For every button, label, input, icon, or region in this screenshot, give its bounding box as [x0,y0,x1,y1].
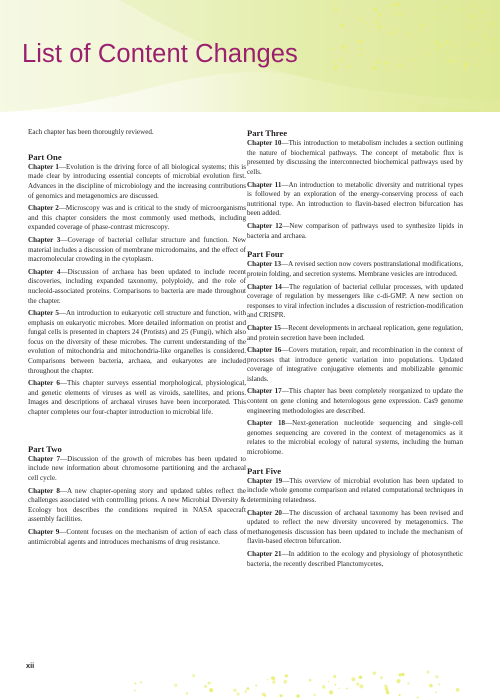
decorative-dot [429,684,432,687]
chapter-description: —Evolution is the driving force of all biological systems; this is made clear by introducing essential concepts of microbial evolution first. Advances in the discipline of microbiology and the increasing contributions of genomics and metagenomics are discussed. [28,162,246,200]
chapter-entry [247,181,463,219]
chapter-description: —Covers mutation, repair, and recombination in the context of processes that introduce genetic variation into populations. Updated coverage of integrative conjugative elements and mobilizable genomic islands. [247,346,463,383]
decorative-dot [245,690,248,693]
chapter-label: Chapter 16 [247,346,282,355]
chapter-entry [247,419,463,457]
part-section [247,249,463,457]
chapter-description: —An introduction to metabolic diversity and nutritional types is followed by an exploration of the energy-conserving process of each nutritional type. An introduction to flavin-based electron bifurcation has been added. [247,180,463,218]
part-section [28,152,246,418]
chapter-label: Chapter 10 [247,139,282,148]
decorative-dot [335,684,337,686]
decorative-dot [309,679,311,681]
chapter-description: —The regulation of bacterial cellular processes, with updated coverage of regulation by messengers like c-di-GMP. A new section on responses to viral infection includes a discussion of restriction-modification and CRISPR. [247,282,463,320]
decorative-dot [359,675,363,679]
chapter-description: —A revised section now covers posttranslational modifications, protein folding, and secretion systems. Membrane vesicles are introduced. [247,260,463,278]
chapter-label: Chapter 15 [247,323,281,332]
decorative-dot [399,673,402,676]
decorative-dot [192,674,195,677]
chapter-description: —An introduction to eukaryotic cell structure and function, with emphasis on eukaryotic microbes. More detailed information on protist and fungal cells is presented in chapters 24 (Protists) and 25 (Fungi), which also focus on the diversity of these microbes. The current understanding of the evolution of mitochondria and mitochondria-like organelles is considered. Comparisons between bacteria, archaea, and eukaryotes are included throughout the chapter. [28,309,247,375]
chapter-label: Chapter 8 [28,486,60,495]
decorative-dot [285,674,288,677]
chapter-description: —A new chapter-opening story and updated tables reflect the challenges associated with controlling prions. A new Microbial Diversity & Ecology box describes the conditions required in NASA spacecraft assembly facilities. [28,486,246,524]
chapter-description: —In addition to the ecology and physiology of photosynthetic bacteria, the recently described Planctomycetes, [247,549,463,568]
chapter-entry [247,260,463,279]
decorative-dot [236,692,239,695]
part-heading: Part Two [28,443,62,454]
decorative-dot [435,691,437,693]
decorative-dot [456,688,460,692]
decorative-dot [401,673,404,676]
right-column [247,128,463,577]
chapter-entry [247,509,463,547]
left-column [28,128,246,555]
chapter-label: Chapter 3 [28,235,61,244]
part-heading: Part One [28,151,62,162]
chapter-entry [247,346,463,384]
decorative-dot [426,671,429,674]
decorative-dot [438,683,440,685]
decorative-dot [386,691,390,695]
part-heading: Part Three [247,128,288,138]
intro-text: Each chapter has been thoroughly reviewed. [28,128,154,136]
chapter-entry [28,528,246,547]
chapter-description: —Microscopy was and is critical to the study of microorganisms and this chapter considers the most commonly used methods, including expanded coverage of phase-contrast microscopy. [28,204,246,232]
decorative-dot [333,675,336,678]
chapter-label: Chapter 12 [247,221,283,230]
chapter-label: Chapter 6 [28,379,60,388]
part-section [247,128,463,241]
chapter-description: —New comparison of pathways used to synthesize lipids in bacteria and archaea. [247,221,464,240]
decorative-dot [399,694,401,696]
chapter-description: —Discussion of the growth of microbes has been updated to include new information about chromosome partitioning and the archaeal cell cycle. [28,454,246,483]
decorative-dot [186,692,188,694]
chapter-entry [28,379,246,417]
chapter-entry [28,236,246,265]
chapter-label: Chapter 20 [247,508,282,517]
decorative-dot [435,675,438,678]
decorative-dot [372,671,376,675]
page-title: List of Content Changes [22,40,298,68]
chapter-description: —Coverage of bacterial cellular structure and function. New material includes a discussion of membrane microdomains, and the effect of macromolecular crowding in the cytoplasm. [28,235,246,264]
chapter-entry [28,268,246,306]
chapter-description: —Discussion of archaea has been updated to include recent discoveries, including expanded taxonomy, polyploidy, and the role of nucleoid-associated proteins. Comparisons to bacteria are made throughout the chapter. [28,267,246,305]
decorative-dot [273,677,276,680]
chapter-entry [247,283,463,321]
chapter-label: Chapter 13 [247,260,282,269]
chapter-description: —Content focuses on the mechanism of action of each class of antimicrobial agents and introduces mechanisms of drug resistance. [28,528,246,546]
part-heading: Part Five [247,465,282,476]
decorative-dot [208,681,211,684]
chapter-label: Chapter 9 [28,528,60,536]
decorative-dot [314,694,316,696]
chapter-label: Chapter 4 [28,267,61,276]
chapter-description: —This overview of microbial evolution has been updated to include whole genome comparison and related computational techniques in determining relatedness. [247,476,463,505]
decorative-dot [407,682,409,684]
decorative-dot [346,688,348,690]
decorative-dot [246,687,249,690]
decorative-dot [135,682,137,684]
decorative-dot [233,689,236,692]
chapter-label: Chapter 21 [247,549,282,558]
decorative-dot [322,685,326,689]
chapter-description: —Next-generation nucleotide sequencing and single-cell genomes sequencing are covered in the context of metagenomics as it relates to the microbial ecology of natural systems, including the human microbiome. [247,419,463,457]
decorative-dot [283,680,287,684]
chapter-entry [28,204,246,233]
chapter-description: —Recent developments in archaeal replication, gene regulation, and protein secretion have been included. [247,323,463,342]
part-heading: Part Four [247,249,284,260]
chapter-label: Chapter 5 [28,309,59,318]
decorative-dot [209,688,213,692]
chapter-label: Chapter 17 [247,387,282,396]
chapter-entry [247,387,463,416]
chapter-entry [247,139,463,177]
decorative-dot [329,690,333,694]
chapter-entry [28,487,246,525]
chapter-label: Chapter 2 [28,204,59,213]
chapter-description: —The discussion of archaeal taxonomy has been revised and updated to reflect the new diversity uncovered by metagenomics. The methanogenesis discussion has been updated to include the mechanism of flavin-based electron bifurcation. [247,508,463,546]
page-number: xii [26,661,35,670]
chapter-label: Chapter 19 [247,476,283,485]
decorative-dot [356,683,359,686]
chapter-label: Chapter 1 [28,162,59,171]
part-section [28,444,246,548]
decorative-dot [279,694,282,697]
chapter-entry [247,222,463,241]
decorative-dot [417,696,419,698]
decorative-dot [267,679,269,681]
chapter-entry [247,477,463,506]
chapter-entry [247,550,463,569]
part-section [247,466,463,570]
chapter-label: Chapter 7 [28,454,61,463]
chapter-description: —This introduction to metabolism includes a section outlining the nature of biochemical pathways. The concept of metabolic flux is presented by discussing the interconnected biochemical pathways used by cells. [247,139,463,176]
decorative-dot [296,694,299,697]
decorative-dot [134,690,136,692]
chapter-label: Chapter 11 [247,180,282,189]
chapter-entry [247,324,463,343]
decorative-dot [396,679,400,683]
chapter-entry [28,163,246,201]
decorative-dot [328,681,330,683]
chapter-description: —This chapter surveys essential morphological, physiological, and genetic elements of viruses as well as viroids, satellites, and prions. Images and descriptions of archaeal viruses have been incorporated. This chapter completes our four-chapter introduction to microbial life. [28,379,246,417]
decorative-dot [359,684,363,688]
decorative-dot [351,677,355,681]
chapter-entry [28,309,246,376]
decorative-dot [140,681,142,683]
decorative-dot [255,685,257,687]
chapter-label: Chapter 18 [247,419,286,428]
decorative-dot [204,685,207,688]
chapter-label: Chapter 14 [247,282,282,291]
decorative-dot [262,692,266,696]
decorative-dot [338,688,340,690]
decorative-dot [272,680,276,684]
decorative-dot [174,684,177,687]
chapter-description: —This chapter has been completely reorganized to update the content on gene cloning and heterologous gene expression. Cas9 genome engineering methodologies are described. [247,387,463,415]
decorative-dot [380,676,383,679]
chapter-entry [28,455,246,484]
